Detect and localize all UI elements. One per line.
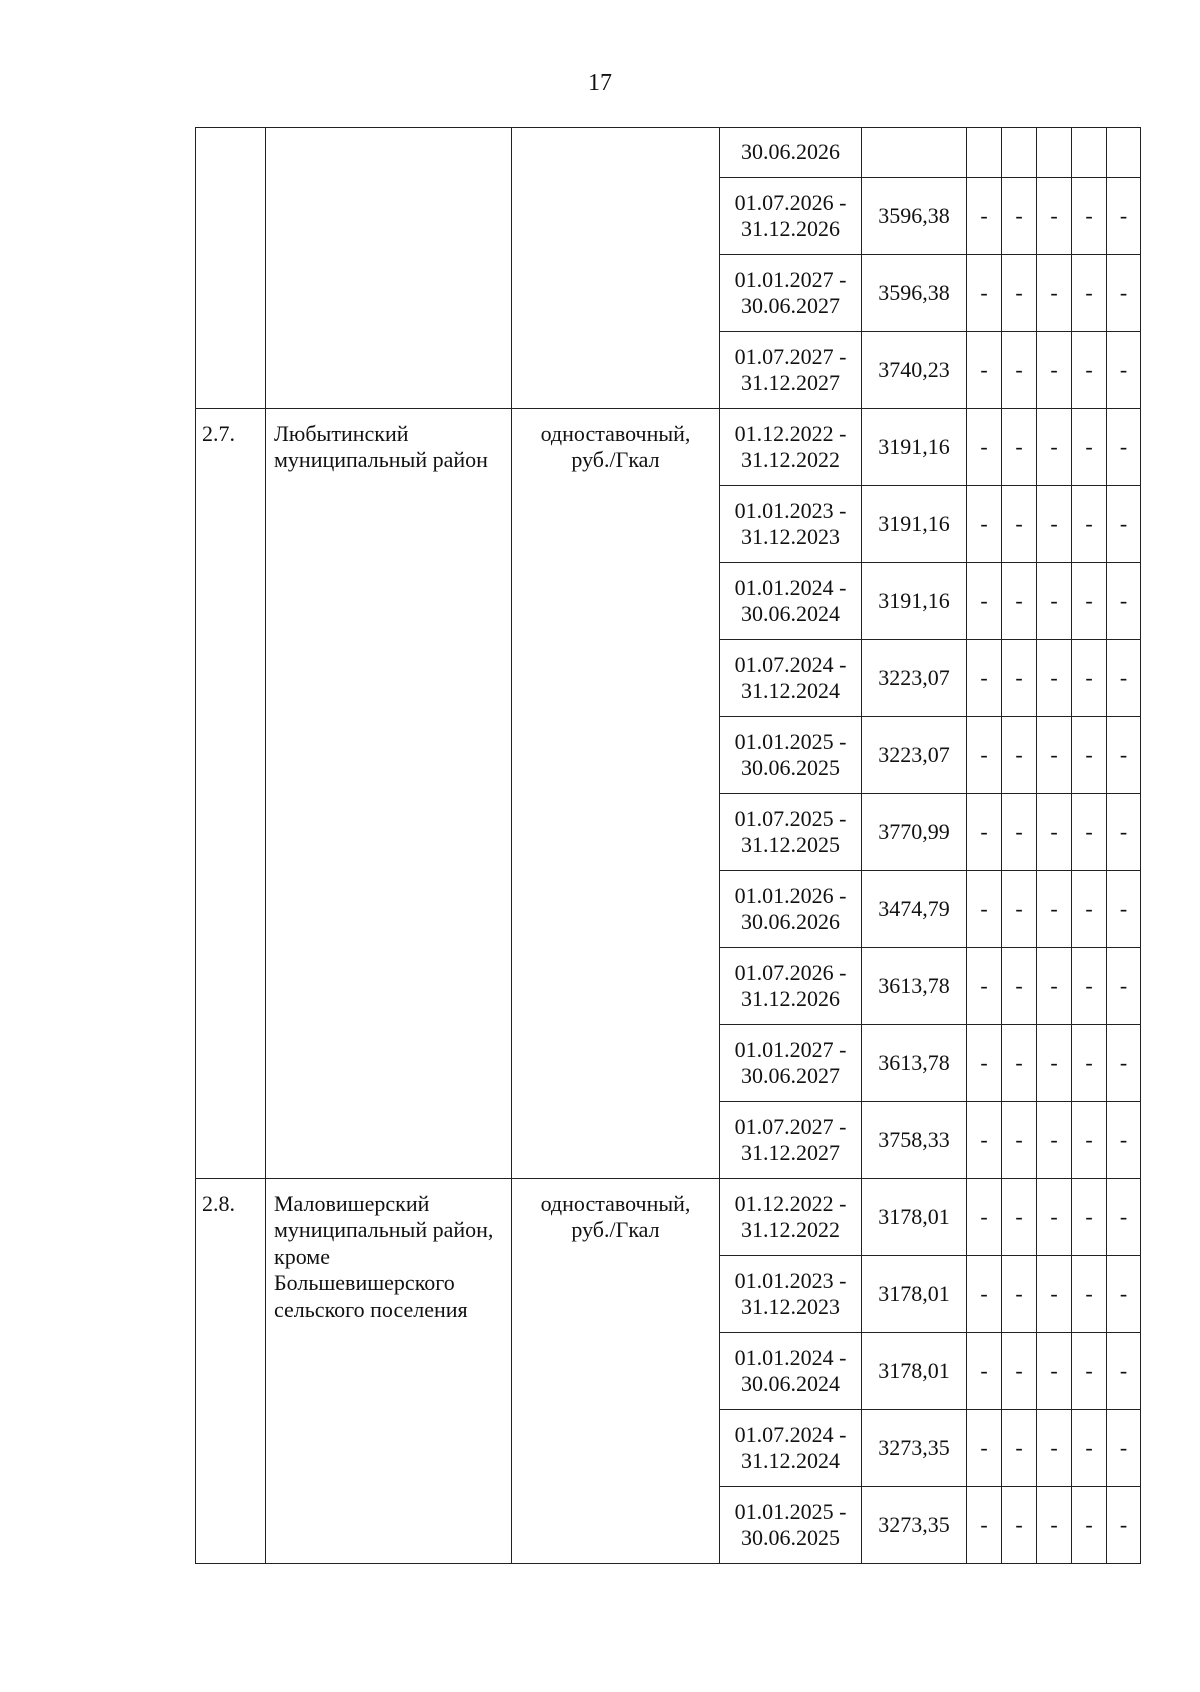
dash-cell: -	[1002, 640, 1037, 717]
period-cell: 01.01.2027 - 30.06.2027	[720, 1025, 862, 1102]
row-number	[196, 128, 266, 409]
district-name: Любытинский муниципальный район	[266, 409, 512, 1179]
tariff-table	[195, 127, 1141, 1564]
dash-cell: -	[967, 1410, 1002, 1487]
period-cell: 01.01.2025 - 30.06.2025	[720, 717, 862, 794]
dash-cell: -	[1037, 717, 1072, 794]
period-cell: 01.01.2024 - 30.06.2024	[720, 563, 862, 640]
period-cell: 01.07.2026 - 31.12.2026	[720, 178, 862, 255]
dash-cell: -	[1072, 794, 1107, 871]
dash-cell: -	[1107, 1025, 1141, 1102]
dash-cell: -	[967, 409, 1002, 486]
tariff-value: 3474,79	[862, 871, 967, 948]
dash-cell: -	[1072, 332, 1107, 409]
dash-cell: -	[1037, 1410, 1072, 1487]
dash-cell: -	[967, 640, 1002, 717]
dash-cell: -	[967, 486, 1002, 563]
dash-cell: -	[1037, 1179, 1072, 1256]
tariff-value: 3770,99	[862, 794, 967, 871]
dash-cell: -	[1037, 1025, 1072, 1102]
dash-cell	[1002, 128, 1037, 178]
dash-cell: -	[1002, 1410, 1037, 1487]
dash-cell	[1107, 128, 1141, 178]
dash-cell: -	[1072, 409, 1107, 486]
dash-cell: -	[1037, 640, 1072, 717]
page-number: 17	[588, 70, 612, 96]
tariff-unit: одноставочный, руб./Гкал	[512, 1179, 720, 1564]
period-cell: 30.06.2026	[720, 128, 862, 178]
dash-cell: -	[967, 178, 1002, 255]
dash-cell: -	[1002, 717, 1037, 794]
tariff-value: 3596,38	[862, 255, 967, 332]
dash-cell: -	[1002, 1256, 1037, 1333]
dash-cell: -	[1037, 255, 1072, 332]
tariff-value: 3223,07	[862, 717, 967, 794]
dash-cell: -	[1037, 1256, 1072, 1333]
period-cell: 01.07.2024 - 31.12.2024	[720, 1410, 862, 1487]
tariff-value: 3758,33	[862, 1102, 967, 1179]
dash-cell: -	[1107, 1256, 1141, 1333]
dash-cell: -	[1072, 640, 1107, 717]
period-cell: 01.12.2022 - 31.12.2022	[720, 1179, 862, 1256]
dash-cell: -	[967, 332, 1002, 409]
row-number: 2.7.	[196, 409, 266, 1179]
tariff-unit: одноставочный, руб./Гкал	[512, 409, 720, 1179]
dash-cell: -	[1107, 178, 1141, 255]
dash-cell: -	[967, 255, 1002, 332]
row-number: 2.8.	[196, 1179, 266, 1564]
period-cell: 01.01.2023 - 31.12.2023	[720, 486, 862, 563]
period-cell: 01.12.2022 - 31.12.2022	[720, 409, 862, 486]
tariff-value: 3596,38	[862, 178, 967, 255]
dash-cell: -	[967, 1102, 1002, 1179]
dash-cell: -	[1107, 409, 1141, 486]
dash-cell: -	[1072, 1025, 1107, 1102]
tariff-value: 3613,78	[862, 948, 967, 1025]
dash-cell: -	[1037, 1333, 1072, 1410]
dash-cell: -	[1107, 717, 1141, 794]
dash-cell: -	[1107, 1102, 1141, 1179]
dash-cell: -	[1072, 255, 1107, 332]
period-cell: 01.01.2026 - 30.06.2026	[720, 871, 862, 948]
dash-cell: -	[1002, 486, 1037, 563]
table-row	[196, 1179, 1141, 1256]
dash-cell: -	[1002, 948, 1037, 1025]
dash-cell: -	[1037, 948, 1072, 1025]
tariff-value: 3178,01	[862, 1179, 967, 1256]
dash-cell: -	[1072, 1102, 1107, 1179]
tariff-value: 3613,78	[862, 1025, 967, 1102]
dash-cell: -	[1107, 871, 1141, 948]
dash-cell: -	[1107, 794, 1141, 871]
district-name: Маловишерский муниципальный район, кроме Большевишерского сельского поселения	[266, 1179, 512, 1564]
table-row	[196, 409, 1141, 486]
dash-cell: -	[1002, 1025, 1037, 1102]
tariff-value	[862, 128, 967, 178]
table-body	[196, 128, 1141, 1564]
tariff-value: 3191,16	[862, 409, 967, 486]
dash-cell: -	[1037, 1487, 1072, 1564]
dash-cell: -	[1107, 332, 1141, 409]
district-name	[266, 128, 512, 409]
dash-cell: -	[1037, 563, 1072, 640]
dash-cell: -	[1072, 1487, 1107, 1564]
dash-cell: -	[1072, 1256, 1107, 1333]
dash-cell: -	[1002, 563, 1037, 640]
dash-cell: -	[1037, 794, 1072, 871]
tariff-value: 3178,01	[862, 1256, 967, 1333]
dash-cell: -	[1107, 948, 1141, 1025]
period-cell: 01.01.2025 - 30.06.2025	[720, 1487, 862, 1564]
table-row	[196, 128, 1141, 178]
period-cell: 01.07.2025 - 31.12.2025	[720, 794, 862, 871]
dash-cell: -	[1002, 1333, 1037, 1410]
dash-cell: -	[967, 1025, 1002, 1102]
tariff-value: 3178,01	[862, 1333, 967, 1410]
dash-cell: -	[1037, 332, 1072, 409]
dash-cell: -	[967, 794, 1002, 871]
dash-cell: -	[1072, 871, 1107, 948]
period-cell: 01.07.2026 - 31.12.2026	[720, 948, 862, 1025]
tariff-value: 3191,16	[862, 486, 967, 563]
dash-cell: -	[1107, 563, 1141, 640]
dash-cell: -	[1072, 948, 1107, 1025]
dash-cell: -	[1107, 1410, 1141, 1487]
dash-cell: -	[1072, 486, 1107, 563]
tariff-unit	[512, 128, 720, 409]
dash-cell: -	[967, 563, 1002, 640]
dash-cell: -	[1072, 178, 1107, 255]
dash-cell: -	[1002, 1487, 1037, 1564]
tariff-value: 3273,35	[862, 1410, 967, 1487]
period-cell: 01.07.2027 - 31.12.2027	[720, 1102, 862, 1179]
dash-cell	[967, 128, 1002, 178]
dash-cell: -	[1002, 1179, 1037, 1256]
dash-cell: -	[967, 1333, 1002, 1410]
dash-cell	[1072, 128, 1107, 178]
tariff-value: 3191,16	[862, 563, 967, 640]
dash-cell: -	[1037, 409, 1072, 486]
dash-cell: -	[1002, 178, 1037, 255]
dash-cell: -	[1037, 1102, 1072, 1179]
dash-cell: -	[1002, 1102, 1037, 1179]
tariff-value: 3740,23	[862, 332, 967, 409]
dash-cell: -	[1107, 1333, 1141, 1410]
dash-cell: -	[1002, 871, 1037, 948]
dash-cell: -	[1107, 1179, 1141, 1256]
period-cell: 01.01.2027 - 30.06.2027	[720, 255, 862, 332]
tariff-value: 3223,07	[862, 640, 967, 717]
dash-cell: -	[1037, 178, 1072, 255]
dash-cell: -	[1002, 255, 1037, 332]
dash-cell: -	[1072, 1333, 1107, 1410]
dash-cell: -	[967, 1487, 1002, 1564]
period-cell: 01.07.2024 - 31.12.2024	[720, 640, 862, 717]
dash-cell: -	[967, 717, 1002, 794]
dash-cell: -	[1107, 486, 1141, 563]
dash-cell: -	[1072, 563, 1107, 640]
dash-cell: -	[1002, 332, 1037, 409]
period-cell: 01.01.2023 - 31.12.2023	[720, 1256, 862, 1333]
dash-cell: -	[1107, 640, 1141, 717]
dash-cell: -	[1107, 255, 1141, 332]
dash-cell: -	[967, 871, 1002, 948]
dash-cell: -	[1037, 486, 1072, 563]
dash-cell: -	[1072, 717, 1107, 794]
period-cell: 01.07.2027 - 31.12.2027	[720, 332, 862, 409]
dash-cell: -	[1002, 409, 1037, 486]
period-cell: 01.01.2024 - 30.06.2024	[720, 1333, 862, 1410]
dash-cell: -	[1002, 794, 1037, 871]
dash-cell: -	[967, 948, 1002, 1025]
dash-cell: -	[1037, 871, 1072, 948]
tariff-value: 3273,35	[862, 1487, 967, 1564]
dash-cell: -	[967, 1256, 1002, 1333]
dash-cell	[1037, 128, 1072, 178]
dash-cell: -	[1072, 1179, 1107, 1256]
dash-cell: -	[967, 1179, 1002, 1256]
dash-cell: -	[1107, 1487, 1141, 1564]
dash-cell: -	[1072, 1410, 1107, 1487]
